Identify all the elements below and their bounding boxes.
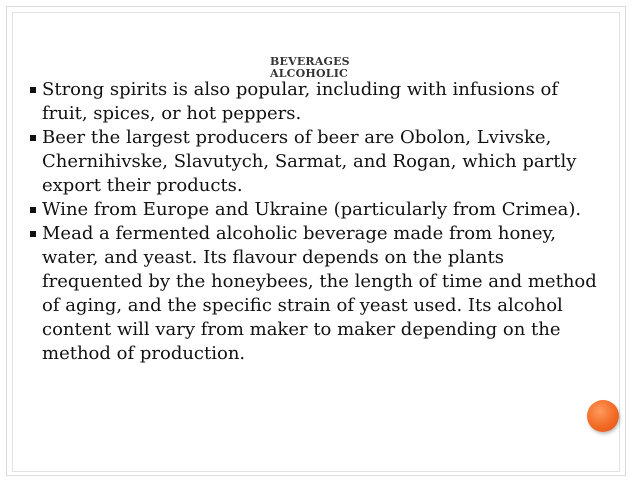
bullet-text: Beer the largest producers of beer are Obolon, Lvivske, Chernihivske, Slavutych, Sarmat, and Rogan, which partly export their products. — [42, 127, 577, 196]
slide-title-line1: BEVERAGES — [270, 55, 350, 68]
bullet-text: Strong spirits is also popular, including with infusions of fruit, spices, or hot peppers. — [42, 79, 559, 124]
bullet-text: Mead a fermented alcoholic beverage made from honey, water, and yeast. Its flavour depends on the plants frequented by the honeybees, the length of time and method of aging, and the specific strain of yeast used. Its alcohol content will vary from maker to maker depending on the method of production. — [42, 223, 597, 364]
slide-title — [270, 56, 400, 80]
slide-title-line2: ALCOHOLIC — [270, 67, 349, 80]
bullet-item-mead — [30, 222, 602, 366]
bullet-square-icon — [30, 231, 36, 237]
bullet-square-icon — [30, 207, 36, 213]
bullet-item-beer — [30, 126, 602, 198]
orange-circle-decoration — [587, 400, 619, 432]
bullet-list — [30, 78, 602, 366]
bullet-item-spirits — [30, 78, 602, 126]
bullet-square-icon — [30, 135, 36, 141]
bullet-text: Wine from Europe and Ukraine (particularly from Crimea). — [42, 199, 582, 220]
bullet-item-wine — [30, 198, 602, 222]
bullet-square-icon — [30, 87, 36, 93]
